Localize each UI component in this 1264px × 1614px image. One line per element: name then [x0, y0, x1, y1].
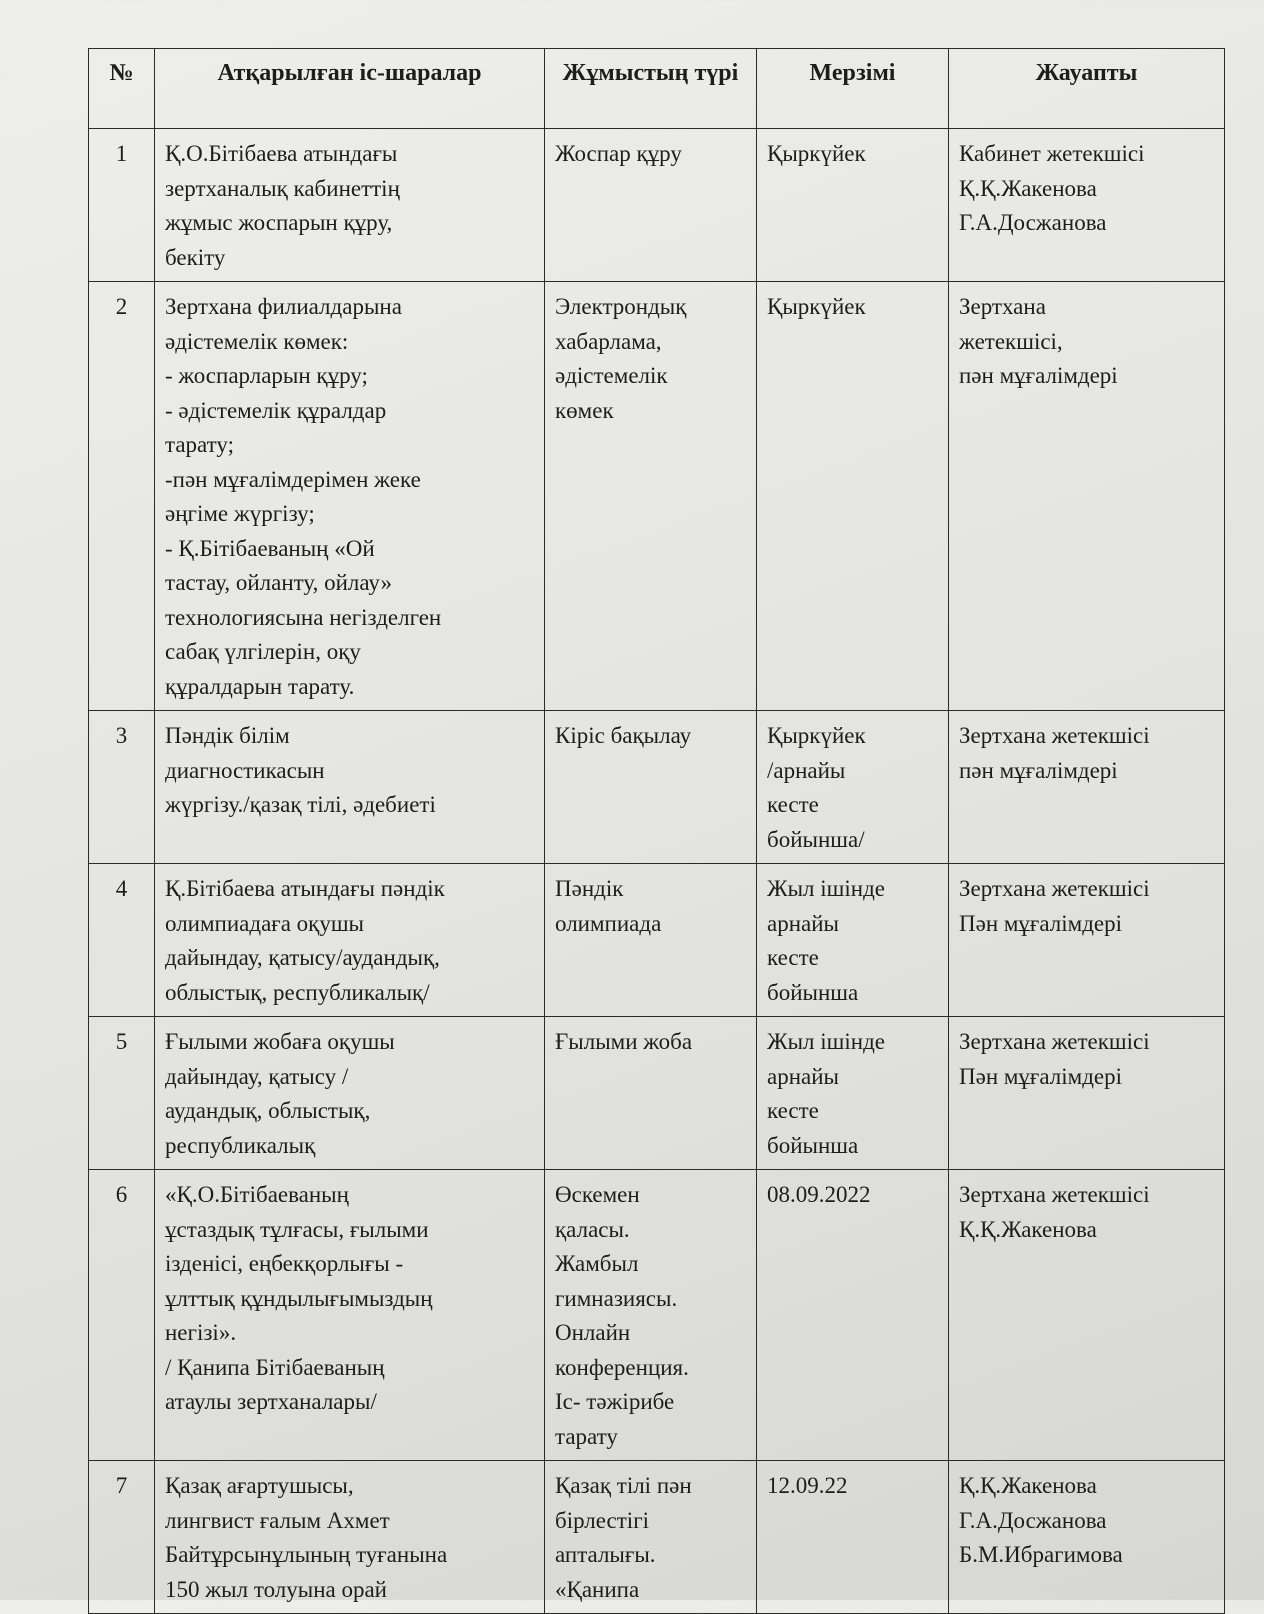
cell-number: 4	[89, 864, 155, 1017]
cell-line: - жоспарларын құру;	[165, 363, 368, 388]
cell-line: жетекшісі,	[959, 328, 1063, 354]
cell-line: ізденісі, еңбекқорлығы -	[165, 1251, 404, 1276]
cell-line: арнайы	[767, 910, 839, 936]
cell-line: тарату	[555, 1423, 618, 1449]
table-row	[89, 282, 1225, 711]
cell-line: хабарлама,	[555, 328, 662, 354]
cell-line: Қыркүйек	[767, 723, 866, 748]
cell-line: Жыл ішінде	[767, 1029, 885, 1054]
activity-plan-table	[88, 48, 1225, 1614]
cell-deadline	[757, 711, 949, 864]
cell-number: 1	[89, 129, 155, 282]
cell-line: әдістемелік	[555, 363, 668, 388]
table-row	[89, 1170, 1225, 1461]
cell-line: Б.М.Ибрагимова	[959, 1542, 1123, 1567]
cell-line: Зертхана жетекшісі	[959, 1182, 1150, 1207]
cell-line: Ғылыми жоба	[555, 1029, 693, 1054]
cell-line: /арнайы	[767, 757, 846, 783]
cell-line: Қ.Қ.Жакенова	[959, 1216, 1097, 1242]
cell-work-type	[545, 711, 757, 864]
cell-line: зертханалық кабинеттің	[165, 175, 400, 201]
cell-line: құралдарын тарату.	[165, 673, 355, 699]
cell-event	[155, 1017, 545, 1170]
cell-responsible	[949, 864, 1225, 1017]
cell-line: Кіріс бақылау	[555, 723, 692, 748]
cell-line: Пән мұғалімдері	[959, 1063, 1122, 1089]
header-deadline: Мерзімі	[757, 49, 949, 129]
cell-line: Зертхана жетекшісі	[959, 876, 1150, 901]
header-number: №	[89, 49, 155, 129]
table-row	[89, 1461, 1225, 1614]
cell-line: 12.09.22	[767, 1473, 848, 1498]
cell-line: Жыл ішінде	[767, 876, 885, 901]
table-row	[89, 711, 1225, 864]
cell-line: атаулы зертханалары/	[165, 1389, 377, 1414]
cell-line: - әдістемелік құралдар	[165, 397, 387, 423]
cell-line: Қ.Қ.Жакенова	[959, 1473, 1097, 1498]
document-page	[88, 48, 1224, 1614]
cell-line: Пәндік білім	[165, 723, 290, 748]
cell-line: апталығы.	[555, 1542, 656, 1567]
cell-line: Қазақ тілі пән	[555, 1473, 692, 1498]
cell-line: бойынша	[767, 979, 859, 1005]
cell-responsible	[949, 1461, 1225, 1614]
cell-line: әдістемелік көмек:	[165, 328, 349, 354]
cell-responsible	[949, 711, 1225, 864]
cell-line: Г.А.Досжанова	[959, 210, 1107, 235]
cell-event	[155, 711, 545, 864]
cell-deadline	[757, 1461, 949, 1614]
cell-line: бірлестігі	[555, 1507, 650, 1533]
cell-number: 2	[89, 282, 155, 711]
cell-work-type	[545, 1170, 757, 1461]
cell-line: «Қ.О.Бітібаеваның	[165, 1182, 349, 1207]
cell-line: олимпиадаға оқушы	[165, 910, 365, 936]
cell-line: пән мұғалімдері	[959, 363, 1118, 388]
cell-line: Қыркүйек	[767, 294, 866, 319]
cell-line: Зертхана	[959, 294, 1046, 319]
cell-line: әңгіме жүргізу;	[165, 501, 315, 526]
cell-line: Өскемен	[555, 1182, 640, 1207]
cell-deadline	[757, 864, 949, 1017]
cell-line: олимпиада	[555, 910, 662, 936]
cell-line: Пән мұғалімдері	[959, 910, 1122, 936]
cell-line: тарату;	[165, 432, 234, 457]
cell-line: негізі».	[165, 1320, 237, 1345]
cell-line: дайындау, қатысу /	[165, 1063, 349, 1089]
cell-deadline	[757, 1170, 949, 1461]
table-header-row	[89, 49, 1225, 129]
cell-event	[155, 1170, 545, 1461]
cell-line: Онлайн	[555, 1320, 631, 1345]
cell-line: «Қанипа	[555, 1576, 640, 1602]
cell-line: -пән мұғалімдерімен жеке	[165, 466, 421, 492]
cell-responsible	[949, 282, 1225, 711]
cell-line: диагностикасын	[165, 757, 325, 783]
header-events: Атқарылған іс-шаралар	[155, 49, 545, 129]
cell-line: тастау, ойланту, ойлау»	[165, 570, 392, 595]
cell-deadline	[757, 282, 949, 711]
cell-line: Жамбыл	[555, 1251, 639, 1276]
cell-line: жүргізу./қазақ тілі, әдебиеті	[165, 792, 436, 817]
cell-line: Жоспар құру	[555, 141, 682, 166]
cell-line: жұмыс жоспарын құру,	[165, 210, 393, 235]
cell-line: Қыркүйек	[767, 141, 866, 166]
cell-line: бекіту	[165, 244, 226, 270]
cell-number: 3	[89, 711, 155, 864]
cell-line: Зертхана жетекшісі	[959, 723, 1150, 748]
cell-work-type	[545, 864, 757, 1017]
cell-line: бойынша/	[767, 826, 865, 852]
cell-work-type	[545, 1017, 757, 1170]
cell-line: Байтұрсынұлының туғанына	[165, 1542, 448, 1567]
cell-line: лингвист ғалым Ахмет	[165, 1507, 390, 1533]
cell-event	[155, 1461, 545, 1614]
cell-responsible	[949, 1170, 1225, 1461]
cell-line: бойынша	[767, 1132, 859, 1158]
cell-line: кесте	[767, 1098, 819, 1123]
cell-line: Іс- тәжірибе	[555, 1389, 675, 1414]
cell-line: республикалық	[165, 1132, 316, 1158]
cell-line: кесте	[767, 792, 819, 817]
table-row	[89, 864, 1225, 1017]
cell-number: 7	[89, 1461, 155, 1614]
cell-deadline	[757, 1017, 949, 1170]
cell-line: Электрондық	[555, 294, 687, 319]
cell-line: пән мұғалімдері	[959, 757, 1118, 783]
cell-line: сабақ үлгілерін, оқу	[165, 639, 361, 664]
cell-line: қаласы.	[555, 1216, 630, 1242]
cell-line: Зертхана филиалдарына	[165, 294, 402, 319]
cell-line: технологиясына негізделген	[165, 604, 442, 630]
cell-event	[155, 864, 545, 1017]
cell-line: ұстаздық тұлғасы, ғылыми	[165, 1216, 429, 1242]
cell-deadline	[757, 129, 949, 282]
cell-line: Кабинет жетекшісі	[959, 141, 1145, 166]
cell-line: көмек	[555, 397, 614, 423]
cell-work-type	[545, 282, 757, 711]
cell-line: гимназиясы.	[555, 1285, 678, 1311]
cell-work-type	[545, 1461, 757, 1614]
cell-line: ұлттық құндылығымыздың	[165, 1285, 433, 1311]
cell-number: 6	[89, 1170, 155, 1461]
cell-line: Ғылыми жобаға оқушы	[165, 1029, 395, 1054]
cell-line: Қ.Қ.Жакенова	[959, 175, 1097, 201]
cell-line: - Қ.Бітібаеваның «Ой	[165, 535, 375, 561]
table-body	[89, 129, 1225, 1614]
cell-number: 5	[89, 1017, 155, 1170]
cell-line: Қ.Бітібаева атындағы пәндік	[165, 876, 445, 901]
cell-responsible	[949, 1017, 1225, 1170]
header-work-type: Жұмыстың түрі	[545, 49, 757, 129]
cell-line: Қазақ ағартушысы,	[165, 1473, 354, 1498]
table-row	[89, 1017, 1225, 1170]
cell-line: 150 жыл толуына орай	[165, 1576, 387, 1602]
cell-line: аудандық, облыстық,	[165, 1098, 371, 1123]
cell-line: Г.А.Досжанова	[959, 1507, 1107, 1533]
cell-line: облыстық, республикалық/	[165, 979, 430, 1005]
cell-work-type	[545, 129, 757, 282]
header-responsible: Жауапты	[949, 49, 1225, 129]
cell-line: арнайы	[767, 1063, 839, 1089]
cell-line: / Қанипа Бітібаеваның	[165, 1354, 385, 1380]
cell-line: кесте	[767, 945, 819, 970]
cell-line: дайындау, қатысу/аудандық,	[165, 945, 440, 970]
cell-line: Зертхана жетекшісі	[959, 1029, 1150, 1054]
cell-line: Пәндік	[555, 876, 624, 901]
cell-line: 08.09.2022	[767, 1182, 871, 1207]
cell-event	[155, 282, 545, 711]
cell-responsible	[949, 129, 1225, 282]
cell-line: Қ.О.Бітібаева атындағы	[165, 141, 398, 166]
cell-line: конференция.	[555, 1354, 689, 1380]
table-row	[89, 129, 1225, 282]
cell-event	[155, 129, 545, 282]
